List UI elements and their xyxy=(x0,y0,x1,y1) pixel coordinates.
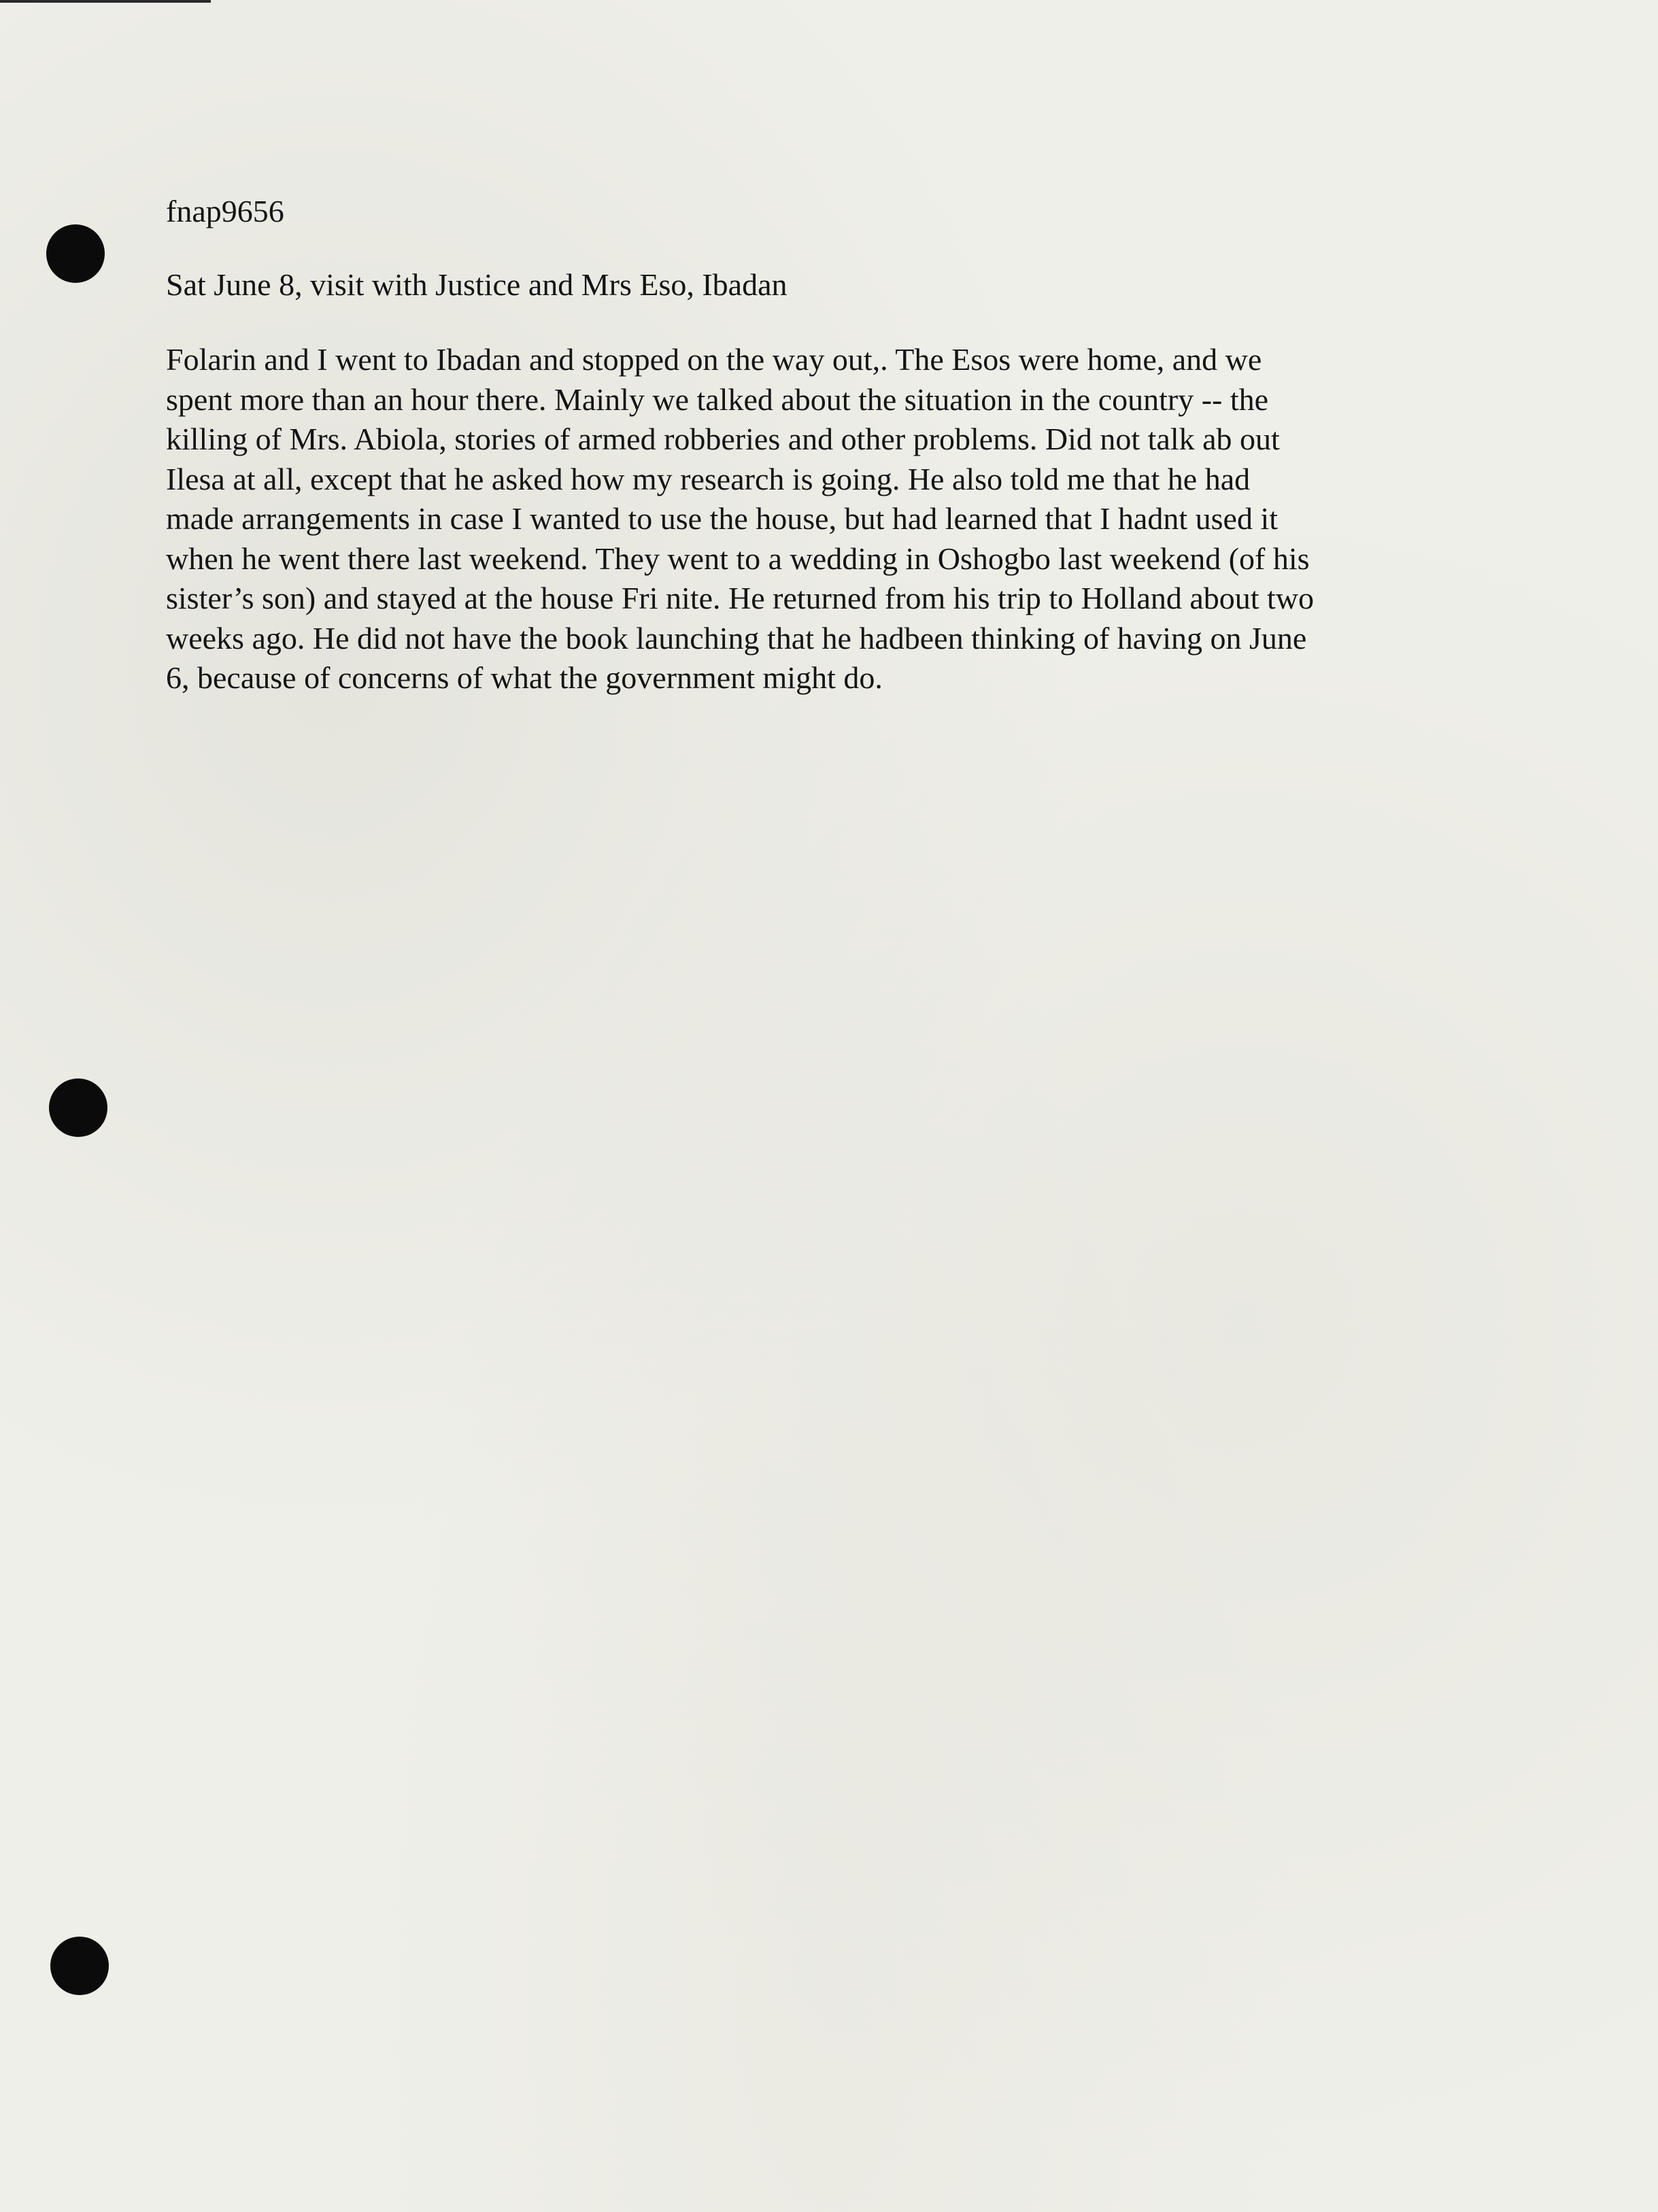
body-line: when he went there last weekend. They went to a wedding in Oshogbo last weekend (of his xyxy=(166,541,1310,576)
entry-heading: Sat June 8, visit with Justice and Mrs Eso, Ibadan xyxy=(166,267,788,302)
body-line: made arrangements in case I wanted to use the house, but had learned that I hadnt used it xyxy=(166,501,1278,536)
punch-hole xyxy=(50,1937,109,1995)
body-line: sister’s son) and stayed at the house Fri nite. He returned from his trip to Holland about two xyxy=(166,581,1315,615)
body-line: 6, because of concerns of what the government might do. xyxy=(166,660,883,695)
punch-hole xyxy=(46,224,105,283)
entry-body xyxy=(166,340,1526,698)
punch-hole xyxy=(49,1078,107,1137)
document-id: fnap9656 xyxy=(166,194,284,228)
body-line: weeks ago. He did not have the book launching that he hadbeen thinking of having on June xyxy=(166,620,1307,656)
scan-edge-mark xyxy=(0,0,211,3)
body-line: Ilesa at all, except that he asked how my research is going. He also told me that he had xyxy=(166,461,1251,496)
body-line: spent more than an hour there. Mainly we talked about the situation in the country -- the xyxy=(166,381,1269,417)
body-line: Folarin and I went to Ibadan and stopped on the way out,. The Esos were home, and we xyxy=(166,342,1262,377)
body-line: killing of Mrs. Abiola, stories of armed robberies and other problems. Did not talk ab out xyxy=(166,422,1280,456)
document-content xyxy=(166,192,1526,698)
